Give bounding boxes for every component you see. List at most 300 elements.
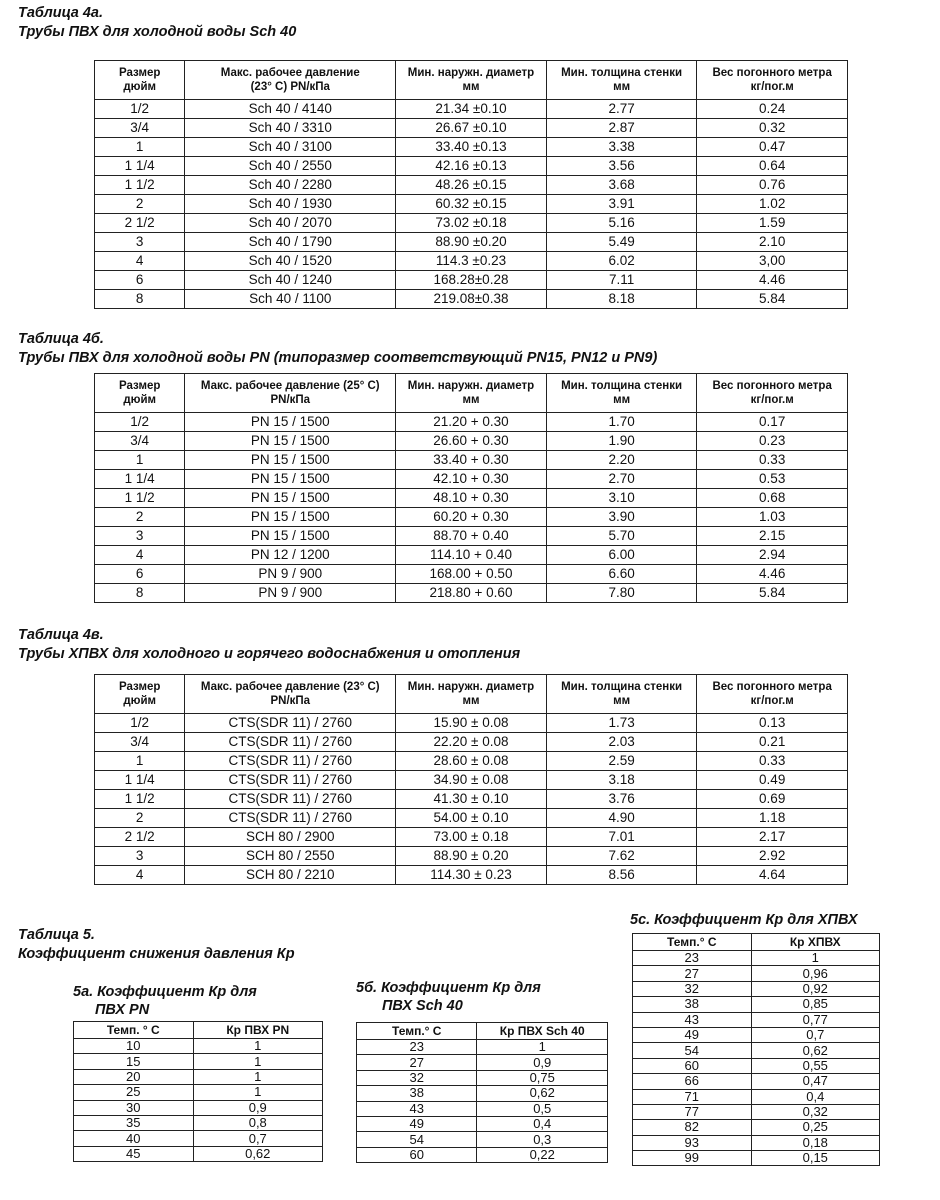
column-header: Мин. толщина стенки мм [546,61,697,100]
table-cell: 54.00 ± 0.10 [396,809,547,828]
column-header: Кр ХПВХ [751,934,879,951]
table-cell: 0,55 [751,1058,879,1073]
table-cell: 8.18 [546,290,697,309]
table-cell: 41.30 ± 0.10 [396,790,547,809]
table-cell: 0.24 [697,100,848,119]
table-row [95,252,848,271]
table-cell: 71 [633,1089,752,1104]
table-cell: 77 [633,1104,752,1119]
table-cell: 0,47 [751,1074,879,1089]
table-cell: 0,77 [751,1012,879,1027]
column-header: Мин. наружн. диаметр мм [396,61,547,100]
table-cell: 1 1/2 [95,790,185,809]
table-4a-number: Таблица 4а. [18,5,104,21]
column-header: Макс. рабочее давление (25° C) PN/кПа [185,374,396,413]
table-row [633,1135,880,1150]
table-row [357,1132,608,1147]
table-cell: 99 [633,1151,752,1166]
table-cell: 1 [751,951,879,966]
table-cell: 0,25 [751,1120,879,1135]
table-cell: 3.90 [546,508,697,527]
table-cell: 1 [95,451,185,470]
table-cell: CTS(SDR 11) / 2760 [185,809,396,828]
table-4c-number: Таблица 4в. [18,627,104,643]
table-cell: 4.46 [697,271,848,290]
column-header: Макс. рабочее давление (23° C) PN/кПа [185,61,396,100]
table-5a-title-line1: 5а. Коэффициент Кр для [73,984,257,1000]
table-cell: 38 [633,997,752,1012]
table-cell: Sch 40 / 1790 [185,233,396,252]
table-row [95,138,848,157]
table-cell: 21.20 + 0.30 [396,413,547,432]
table-cell: 33.40 + 0.30 [396,451,547,470]
table-cell: 0,9 [193,1100,322,1115]
table-row [633,1120,880,1135]
table-row [357,1086,608,1101]
table-cell: 0,96 [751,966,879,981]
table-cell: 8.56 [546,866,697,885]
table-cell: 5.16 [546,214,697,233]
table-cell: 88.90 ± 0.20 [396,847,547,866]
table-cell: 43 [357,1101,477,1116]
table-cell: 1 [95,752,185,771]
table-row [357,1040,608,1055]
table-cell: 0,85 [751,997,879,1012]
column-header: Темп. ° С [74,1022,194,1039]
table-cell: 0,32 [751,1104,879,1119]
table-cell: 0.32 [697,119,848,138]
table-cell: 73.02 ±0.18 [396,214,547,233]
table-row [95,119,848,138]
column-header: Темп.° С [633,934,752,951]
table-5a-title [73,983,257,1019]
table-row [74,1054,323,1069]
table-row [95,176,848,195]
table-cell: 15 [74,1054,194,1069]
header-row [633,934,880,951]
table-cell: 218.80 + 0.60 [396,584,547,603]
table-row [74,1115,323,1130]
table-row [74,1069,323,1084]
table-cell: Sch 40 / 2550 [185,157,396,176]
table-cell: 0.76 [697,176,848,195]
table-cell: 73.00 ± 0.18 [396,828,547,847]
table-cell: 88.70 + 0.40 [396,527,547,546]
table-row [95,847,848,866]
table-5a-title-line2: ПВХ PN [95,1002,150,1018]
table-row [74,1039,323,1054]
table-cell: 0.13 [697,714,848,733]
column-header: Мин. наружн. диаметр мм [396,374,547,413]
table-cell: 88.90 ±0.20 [396,233,547,252]
table-cell: 0.33 [697,451,848,470]
table-4c-caption: Трубы ХПВХ для холодного и горячего водоснабжения и отопления [18,646,521,662]
table-cell: 66 [633,1074,752,1089]
table-cell: 60.20 + 0.30 [396,508,547,527]
table-cell: 26.67 ±0.10 [396,119,547,138]
table-cell: 6 [95,565,185,584]
table-cell: PN 15 / 1500 [185,451,396,470]
table-cell: 2.77 [546,100,697,119]
table-cell: Sch 40 / 1100 [185,290,396,309]
table-cell: CTS(SDR 11) / 2760 [185,714,396,733]
table-cell: 4 [95,252,185,271]
table-cell: 3,00 [697,252,848,271]
table-cell: PN 15 / 1500 [185,489,396,508]
table-row [74,1146,323,1161]
column-header: Вес погонного метра кг/пог.м [697,374,848,413]
table-cell: 2.17 [697,828,848,847]
column-header: Кр ПВХ PN [193,1022,322,1039]
table-row [95,100,848,119]
table-cell: 1 1/4 [95,157,185,176]
table-cell: Sch 40 / 3100 [185,138,396,157]
table-cell: 0,22 [477,1147,608,1162]
table-cell: 0,5 [477,1101,608,1116]
table-cell: 34.90 ± 0.08 [396,771,547,790]
table-cell: 0,7 [193,1131,322,1146]
table-row [633,1151,880,1166]
table-cell: 42.16 ±0.13 [396,157,547,176]
table-row [633,1012,880,1027]
table-cell: 1 1/4 [95,771,185,790]
table-row [633,1104,880,1119]
table-cell: 3.18 [546,771,697,790]
table-cell: 48.26 ±0.15 [396,176,547,195]
table-cell: PN 9 / 900 [185,565,396,584]
table-cell: 1 1/2 [95,489,185,508]
table-cell: 26.60 + 0.30 [396,432,547,451]
table-row [95,489,848,508]
table-row [95,470,848,489]
table-cell: 7.80 [546,584,697,603]
table-row [633,1074,880,1089]
table-cell: 3.68 [546,176,697,195]
table-cell: Sch 40 / 1240 [185,271,396,290]
table-row [95,752,848,771]
table-cell: 60 [357,1147,477,1162]
table-row [95,432,848,451]
table-cell: 6.00 [546,546,697,565]
table-5c [632,933,880,1166]
table-row [95,733,848,752]
table-cell: 0.21 [697,733,848,752]
table-cell: 1 [193,1069,322,1084]
column-header: Размер дюйм [95,61,185,100]
table-cell: Sch 40 / 2280 [185,176,396,195]
table-cell: SCH 80 / 2900 [185,828,396,847]
table-5b-title-line1: 5б. Коэффициент Кр для [356,980,541,996]
table-cell: 0.69 [697,790,848,809]
table-row [95,508,848,527]
table-row [95,809,848,828]
table-cell: SCH 80 / 2550 [185,847,396,866]
table-5-caption: Коэффициент снижения давления Кр [18,946,295,962]
table-cell: 45 [74,1146,194,1161]
table-row [633,1043,880,1058]
table-cell: PN 12 / 1200 [185,546,396,565]
table-5-title [18,926,295,964]
table-cell: SCH 80 / 2210 [185,866,396,885]
table-cell: 33.40 ±0.13 [396,138,547,157]
table-cell: 1 [193,1085,322,1100]
table-5b-title [356,979,541,1015]
table-row [357,1101,608,1116]
table-cell: 35 [74,1115,194,1130]
header-row [95,374,848,413]
table-cell: 5.49 [546,233,697,252]
table-cell: 25 [74,1085,194,1100]
table-cell: 8 [95,290,185,309]
table-cell: PN 15 / 1500 [185,432,396,451]
table-cell: CTS(SDR 11) / 2760 [185,790,396,809]
table-row [633,1089,880,1104]
table-cell: 7.11 [546,271,697,290]
table-cell: 0,4 [477,1116,608,1131]
table-cell: PN 15 / 1500 [185,470,396,489]
table-row [357,1070,608,1085]
table-cell: 60.32 ±0.15 [396,195,547,214]
table-4c-title [18,626,520,664]
table-row [95,546,848,565]
table-cell: 2 [95,508,185,527]
table-cell: 49 [633,1027,752,1042]
table-cell: 168.28±0.28 [396,271,547,290]
table-cell: 60 [633,1058,752,1073]
table-row [95,157,848,176]
table-row [357,1116,608,1131]
table-cell: 1 [193,1039,322,1054]
table-cell: 0,62 [477,1086,608,1101]
table-cell: 1.02 [697,195,848,214]
table-cell: 8 [95,584,185,603]
table-cell: 114.3 ±0.23 [396,252,547,271]
table-row [95,771,848,790]
table-row [95,233,848,252]
table-cell: 48.10 + 0.30 [396,489,547,508]
table-cell: Sch 40 / 1520 [185,252,396,271]
header-row [357,1023,608,1040]
table-cell: 1 1/2 [95,176,185,195]
table-4a-caption: Трубы ПВХ для холодной воды Sch 40 [18,24,297,40]
table-cell: 3 [95,233,185,252]
header-row [74,1022,323,1039]
table-5b-title-line2: ПВХ Sch 40 [382,998,463,1014]
table-cell: 219.08±0.38 [396,290,547,309]
header-row [95,61,848,100]
table-cell: 0,75 [477,1070,608,1085]
column-header: Макс. рабочее давление (23° C) PN/кПа [185,675,396,714]
table-5b [356,1022,608,1163]
table-5-number: Таблица 5. [18,927,95,943]
table-cell: 21.34 ±0.10 [396,100,547,119]
table-cell: 20 [74,1069,194,1084]
table-cell: 2.03 [546,733,697,752]
table-cell: 0,62 [193,1146,322,1161]
table-cell: 0,8 [193,1115,322,1130]
table-cell: 114.30 ± 0.23 [396,866,547,885]
table-cell: 38 [357,1086,477,1101]
table-cell: 168.00 + 0.50 [396,565,547,584]
column-header: Мин. толщина стенки мм [546,675,697,714]
table-cell: 0.49 [697,771,848,790]
table-cell: 1.59 [697,214,848,233]
table-cell: 0,62 [751,1043,879,1058]
table-row [95,790,848,809]
table-cell: 2 [95,195,185,214]
table-cell: 32 [633,981,752,996]
table-cell: 3/4 [95,733,185,752]
table-row [95,214,848,233]
table-cell: 5.84 [697,584,848,603]
column-header: Вес погонного метра кг/пог.м [697,61,848,100]
table-cell: 2 1/2 [95,828,185,847]
table-cell: 1.90 [546,432,697,451]
table-4c [94,674,848,885]
table-cell: PN 15 / 1500 [185,527,396,546]
table-cell: 2.10 [697,233,848,252]
table-cell: 4.46 [697,565,848,584]
table-5c-title: 5с. Коэффициент Кр для ХПВХ [630,912,858,928]
table-cell: 1 1/4 [95,470,185,489]
table-row [95,451,848,470]
table-cell: 82 [633,1120,752,1135]
table-cell: 1.70 [546,413,697,432]
table-cell: 3/4 [95,432,185,451]
table-cell: 0,92 [751,981,879,996]
table-cell: 2.20 [546,451,697,470]
table-cell: CTS(SDR 11) / 2760 [185,771,396,790]
table-cell: PN 9 / 900 [185,584,396,603]
table-row [633,966,880,981]
table-cell: 54 [633,1043,752,1058]
table-row [95,290,848,309]
table-cell: CTS(SDR 11) / 2760 [185,752,396,771]
column-header: Темп.° С [357,1023,477,1040]
table-cell: 2 [95,809,185,828]
table-4b-number: Таблица 4б. [18,331,104,347]
table-row [74,1100,323,1115]
table-4b [94,373,848,603]
table-cell: Sch 40 / 3310 [185,119,396,138]
table-cell: 1/2 [95,100,185,119]
table-cell: 30 [74,1100,194,1115]
table-cell: 2 1/2 [95,214,185,233]
table-cell: 0.64 [697,157,848,176]
table-cell: 10 [74,1039,194,1054]
table-cell: 0,15 [751,1151,879,1166]
table-4a [94,60,848,309]
table-cell: 3.38 [546,138,697,157]
table-cell: 23 [633,951,752,966]
table-5a [73,1021,323,1162]
table-cell: 114.10 + 0.40 [396,546,547,565]
table-row [633,981,880,996]
table-cell: 0,7 [751,1027,879,1042]
table-row [633,1058,880,1073]
table-cell: 1.73 [546,714,697,733]
header-row [95,675,848,714]
table-cell: 2.87 [546,119,697,138]
table-cell: 93 [633,1135,752,1150]
table-cell: 15.90 ± 0.08 [396,714,547,733]
table-row [95,195,848,214]
table-cell: PN 15 / 1500 [185,413,396,432]
table-cell: 54 [357,1132,477,1147]
table-cell: 1/2 [95,413,185,432]
column-header: Размер дюйм [95,374,185,413]
table-row [74,1131,323,1146]
table-cell: 7.62 [546,847,697,866]
table-cell: 3.91 [546,195,697,214]
table-cell: 4 [95,866,185,885]
table-cell: 43 [633,1012,752,1027]
table-cell: 1/2 [95,714,185,733]
table-4b-caption: Трубы ПВХ для холодной воды PN (типоразмер соответствующий PN15, PN12 и PN9) [18,350,658,366]
table-4b-title [18,330,657,368]
table-cell: 1 [193,1054,322,1069]
table-cell: PN 15 / 1500 [185,508,396,527]
table-cell: 2.70 [546,470,697,489]
table-cell: 42.10 + 0.30 [396,470,547,489]
table-cell: 6.02 [546,252,697,271]
table-row [95,413,848,432]
table-cell: 0.47 [697,138,848,157]
table-cell: 3.10 [546,489,697,508]
table-cell: 3.76 [546,790,697,809]
table-cell: 1.18 [697,809,848,828]
column-header: Мин. толщина стенки мм [546,374,697,413]
table-cell: 4 [95,546,185,565]
table-cell: 0.23 [697,432,848,451]
table-cell: 0.33 [697,752,848,771]
table-row [357,1055,608,1070]
column-header: Кр ПВХ Sch 40 [477,1023,608,1040]
table-cell: CTS(SDR 11) / 2760 [185,733,396,752]
table-cell: 32 [357,1070,477,1085]
table-row [95,271,848,290]
column-header: Вес погонного метра кг/пог.м [697,675,848,714]
table-cell: 23 [357,1040,477,1055]
table-cell: 2.59 [546,752,697,771]
table-cell: 1 [477,1040,608,1055]
table-row [74,1085,323,1100]
table-cell: 2.92 [697,847,848,866]
table-row [95,584,848,603]
table-row [95,866,848,885]
table-cell: 4.90 [546,809,697,828]
table-cell: 7.01 [546,828,697,847]
table-cell: 27 [633,966,752,981]
table-cell: 27 [357,1055,477,1070]
table-cell: 5.70 [546,527,697,546]
table-cell: 5.84 [697,290,848,309]
table-cell: 1.03 [697,508,848,527]
table-cell: 49 [357,1116,477,1131]
table-cell: 4.64 [697,866,848,885]
table-row [95,828,848,847]
table-cell: 2.15 [697,527,848,546]
column-header: Мин. наружн. диаметр мм [396,675,547,714]
table-cell: 3/4 [95,119,185,138]
table-cell: 0,9 [477,1055,608,1070]
table-cell: 6 [95,271,185,290]
column-header: Размер дюйм [95,675,185,714]
table-cell: 3.56 [546,157,697,176]
table-row [95,714,848,733]
table-cell: 3 [95,527,185,546]
table-cell: 0.53 [697,470,848,489]
